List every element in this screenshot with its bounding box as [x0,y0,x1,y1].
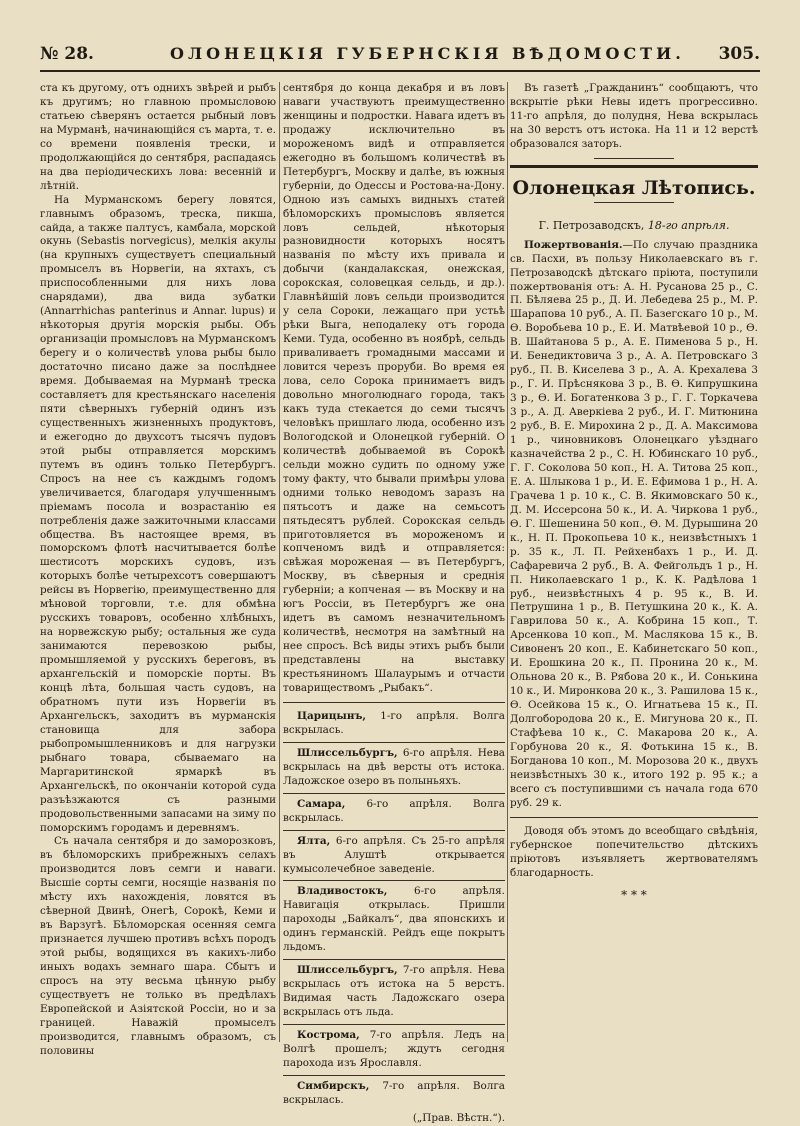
divider [510,165,758,168]
paragraph-text: —По случаю праздника св. Пасхи, въ пользу Николаевскаго въ г. Петрозаводскѣ дѣтскаго пріюта, поступили пожертвованія отъ: А. Н. Русанова 25 р., С. П. Бѣляева 25 р., Д. И. Лебедева 25 р., М. Р. Шарапова 10 руб., А. П. Базегскаго 10 р., М. Ѳ. Воробьева 10 р., Е. И. Матвѣевой 10 р., Ѳ. В. Шайтанова 5 р., А. Е. Пименова 5 р., Н. И. Бенедиктовича 3 р., А. А. Петровскаго 3 руб., П. В. Киселева 3 р., А. А. Крехалева 3 р., Г. И. Прѣснякова 3 р., В. Ѳ. Кипрушкина 3 р., Ѳ. И. Богатенкова 3 р., Г. Г. Торкачева 3 р., А. Д. Аверкіева 2 руб., И. Г. Митюнина 2 руб., В. Е. Мирохина 2 р., Д. А. Максимова 1 р., чиновниковъ Олонецкаго уѣзднаго казначейства 2 р., С. Н. Юбинскаго 10 руб., Г. Г. Соколова 50 коп., Н. А. Титова 25 коп., Е. А. Шлыкова 1 р., И. Е. Ефимова 1 р., Н. А. Грачева 1 р. 10 к., С. В. Якимовскаго 50 к., Д. М. Иссерсона 50 к., И. А. Чиркова 1 руб., Ѳ. Г. Шешенина 50 коп., Ѳ. М. Дурышина 20 к., Н. П. Прокопьева 10 к., неизвѣстныхъ 1 р. 35 к., Л. П. Рейхенбахъ 1 р., И. Д. Сафаревича 2 руб., В. А. Фейгольдъ 1 р., Н. П. Николаевскаго 1 р., К. К. Радѣлова 1 руб., неизвѣстныхъ 4 р. 95 к., В. И. Петрушина 1 р., В. Петушкина 20 к., К. А. Гаврилова 50 к., А. Кобрина 15 коп., Т. Арсенкова 10 коп., М. Маслякова 15 к., В. Сивоненъ 20 коп., Е. Кабинетскаго 50 коп., И. Ерошкина 20 к., П. Пронина 20 к., М. Ольнова 20 к., В. Рябова 20 к., И. Сонькина 10 к., И. Миронкова 20 к., З. Рашилова 15 к., Ѳ. Осейкова 15 к., О. Игнатьева 15 к., П. Долгобородова 20 к., Е. Мигунова 20 к., П. Стафѣева 10 к., С. Макарова 20 к., А. Горбунова 20 к., Я. Фотькина 15 к., В. Богданова 10 коп., М. Морозова 20 к., двухъ неизвѣстныхъ 30 к., итого 192 р. 95 к.; а всего съ поступившими съ начала года 670 руб. 29 к. [510,238,758,809]
news-item-place: Самара, [297,797,346,810]
divider [283,742,505,743]
dateline-date: 18-го апрѣля. [644,218,730,232]
paragraph: сентября до конца декабря и въ ловъ наваги участвуютъ преимущественно женщины и подростки. Навага идетъ въ продажу исключительно въ мороженомъ видѣ и отправляется ежегодно въ большомъ количествѣ въ Петербургъ, Москву и далѣе, въ южныя губерніи, до Одессы и Ростова-на-Дону. Одною изъ самыхъ видныхъ статей бѣломорскихъ промысловъ является ловъ сельдей, нѣкоторыя разновидности которыхъ носятъ названія по мѣсту ихъ привала и добычи (кандалакская, онежская, сорокская, соловецкая сельдь, и др.). Главнѣйшій ловъ сельди производится у села Сороки, лежащаго при устьѣ рѣки Выга, неподалеку отъ города Кеми. Туда, особенно въ ноябрѣ, сельдь приваливаетъ громадными массами и ловится черезъ проруби. Во время ея лова, село Сорока принимаетъ видъ довольно многолюднаго города, такъ какъ туда стекается до семи тысячъ человѣкъ пришлаго люда, особенно изъ Вологодской и Олонецкой губерній. О количествѣ добываемой въ Сорокѣ сельди можно судить по одному уже тому факту, что бывали примѣры улова одними только неводомъ заразъ на пятьсотъ и даже на семьсотъ пятьдесятъ рублей. Сорокская сельдь приготовляется въ мороженомъ и копченомъ видѣ и отправляется: свѣжая мороженая — въ Петербургъ, Москву, въ сѣверныя и среднія губерніи; а копченая — въ Москву и на югъ Россіи, въ Петербургъ же она идетъ въ самомъ незначительномъ количествѣ, несмотря на замѣтный на нее спросъ. Всѣ виды этихъ рыбъ были представлены на выставку крестьяниномъ Шалаурымъ и отчасти товариществомъ „Рыбакъ“. [283,82,505,694]
news-item [283,885,505,955]
paragraph: Съ начала сентября и до заморозковъ, въ бѣломорскихъ прибрежныхъ селахъ производится ловъ семги и наваги. Высшіе сорты семги, носящіе названія по мѣсту ихъ нахожденія, ловятся въ сѣверной Двинѣ, Онегѣ, Сорокѣ, Кеми и въ Варзугѣ. Бѣломорская осенняя семга признается лучшею противъ всѣхъ породъ этой рыбы, водящихся въ какихъ-либо иныхъ водахъ земнаго шара. Сбытъ и спросъ на эту весьма цѣнную рыбу существуетъ не только въ предѣлахъ Европейской и Азіятской Россіи, но и за границей. Наважій промыселъ производится, главнымъ образомъ, съ половины [40,835,276,1057]
news-item-place: Владивостокъ, [297,885,388,898]
source-citation: („Прав. Вѣстн.“). [412,1111,505,1124]
news-item [283,1029,505,1071]
paragraph-label: Пожертвованія. [524,238,623,251]
news-item [283,747,505,789]
dateline-place: Г. Петрозаводскъ, [538,218,645,232]
news-item-text: 7-го апрѣля. Ледъ на Волгѣ прошелъ; ждутъ сегодня парохода изъ Ярославля. [283,1029,505,1069]
section-title: Олонецкая Лѣтопись. [512,176,756,199]
page-header [40,34,760,72]
divider [594,202,674,203]
divider [283,1075,505,1076]
news-item-place: Симбирскъ, [297,1079,370,1092]
news-item-place: Шлиссельбургъ, [297,964,398,977]
news-item-place: Шлиссельбургъ, [297,746,398,759]
news-item [283,835,505,877]
news-item-text: 6-го апрѣля. Нева вскрылась на двѣ версты отъ истока. Ладожское озеро въ полыньяхъ. [283,746,505,787]
news-item-text: 1-го апрѣля. Волга вскрылась. [283,709,505,736]
divider [283,1024,505,1025]
news-item-text: 7-го апрѣля. Волга вскрылась. [283,1079,505,1106]
divider [283,959,505,960]
news-item-place: Царицынъ, [297,709,367,722]
news-item [283,1080,505,1108]
news-item-place: Ялта, [297,834,331,847]
divider [510,817,758,818]
news-item-text: 6-го апрѣля. Съ 25-го апрѣля въ Алуштѣ открывается кумысолечебное заведеніе. [283,834,505,875]
divider [283,702,505,703]
column-3 [510,82,758,1042]
dateline [510,219,758,233]
newspaper-title: ОЛОНЕЦКІЯ ГУБЕРНСКІЯ ВѢДОМОСТИ. [170,44,685,63]
news-item-text: 6-го апрѣля. Волга вскрылась. [283,797,505,824]
paragraph: ста къ другому, отъ однихъ звѣрей и рыбъ къ другимъ; но главною промысловою статьею сѣверянъ остается рыбный ловъ на Мурманѣ, начинающійся съ марта, т. е. со времени появленія трески, и продолжающійся до сентября, распадаясь на два періодическихъ лова: весенній и лѣтній. [40,82,276,192]
column-divider [507,82,508,1042]
news-item [283,964,505,1020]
paragraph: На Мурманскомъ берегу ловятся, главнымъ образомъ, треска, пикша, сайда, а также палтусъ, камбала, морской окунь (Sebastis norvegicus), мелкія акулы (на крупныхъ существуетъ специальный промыселъ въ Норвегіи, на яхтахъ, съ приспособленными для нихъ лова снарядами), два вида зубатки (Annarrhichas panterinus и Annar. lupus) и нѣкоторыя другія морскія рыбы. Объ организаціи промысловъ на Мурманскомъ берегу и о количествѣ улова рыбы было достаточно писано даже за послѣднее время. Добываемая на Мурманѣ треска составляетъ для крестьянскаго населенія пяти сѣверныхъ губерній одинъ изъ существенныхъ жизненныхъ продуктовъ, и ежегодно до двухсотъ тысячъ пудовъ этой рыбы отправляется морскимъ путемъ въ одинъ только Петербургъ. Спросъ на нее съ каждымъ годомъ увеличивается, благодаря улучшеннымъ пріемамъ посола и возрастанію ея потребленія даже зажиточными классами общества. Въ настоящее время, въ поморскомъ флотѣ насчитывается болѣе шестисотъ морскихъ судовъ, изъ которыхъ болѣе четырехсотъ совершаютъ рейсы въ Норвегію, преимущественно для мѣновой торговли, т.е. для обмѣна русскихъ товаровъ, особенно хлѣбныхъ, на норвежскую рыбу; остальныя же суда занимаются перевозкою рыбы, промышляемой у русскихъ береговъ, въ архангельскій и поморскіе порты. Въ концѣ лѣта, большая часть судовъ, на обратномъ пути изъ Норвегіи въ Архангельскъ, заходитъ въ мурманскія становища для забора рыбопромышленниковъ и для нагрузки рыбнаго товара, сбываемаго на Маргаритинской ярмаркѣ въ Архангельскѣ, по окончаніи которой суда разъѣзжаются съ разными продовольственными запасами на зиму по поморскимъ городамъ и деревнямъ. [40,193,276,834]
divider [283,880,505,881]
paragraph [510,239,758,811]
issue-number: № 28. [40,44,94,64]
divider [594,158,674,159]
news-items [283,710,505,1108]
paragraph: Доводя объ этомъ до всеобщаго свѣдѣнія, губернское попечительство дѣтскихъ пріютовъ изъявляетъ жертвователямъ благодарность. [510,824,758,879]
news-item [283,798,505,826]
column-2 [283,82,505,1124]
column-divider [279,82,280,1042]
divider [283,793,505,794]
news-item-text: 7-го апрѣля. Нева вскрылась отъ истока на 5 верстъ. Видимая часть Ладожскаго озера вскрылась отъ льда. [283,964,505,1019]
news-item-text: 6-го апрѣля. Навигація открылась. Пришли пароходы „Байкалъ“, два японскихъ и одинъ германскій. Рейдъ еще покрытъ льдомъ. [283,885,505,954]
column-1 [40,82,276,1057]
divider [283,830,505,831]
section-end-stars: * * * [621,887,647,902]
news-item [283,710,505,738]
news-item-place: Кострома, [297,1029,360,1042]
page-number: 305. [718,44,760,64]
paragraph: Въ газетѣ „Гражданинъ“ сообщаютъ, что вскрытіе рѣки Невы идетъ прогрессивно. 11-го апрѣля, до полудня, Нева вскрылась на 30 верстъ отъ истока. На 11 и 12 верстѣ образовался заторъ. [510,82,758,150]
